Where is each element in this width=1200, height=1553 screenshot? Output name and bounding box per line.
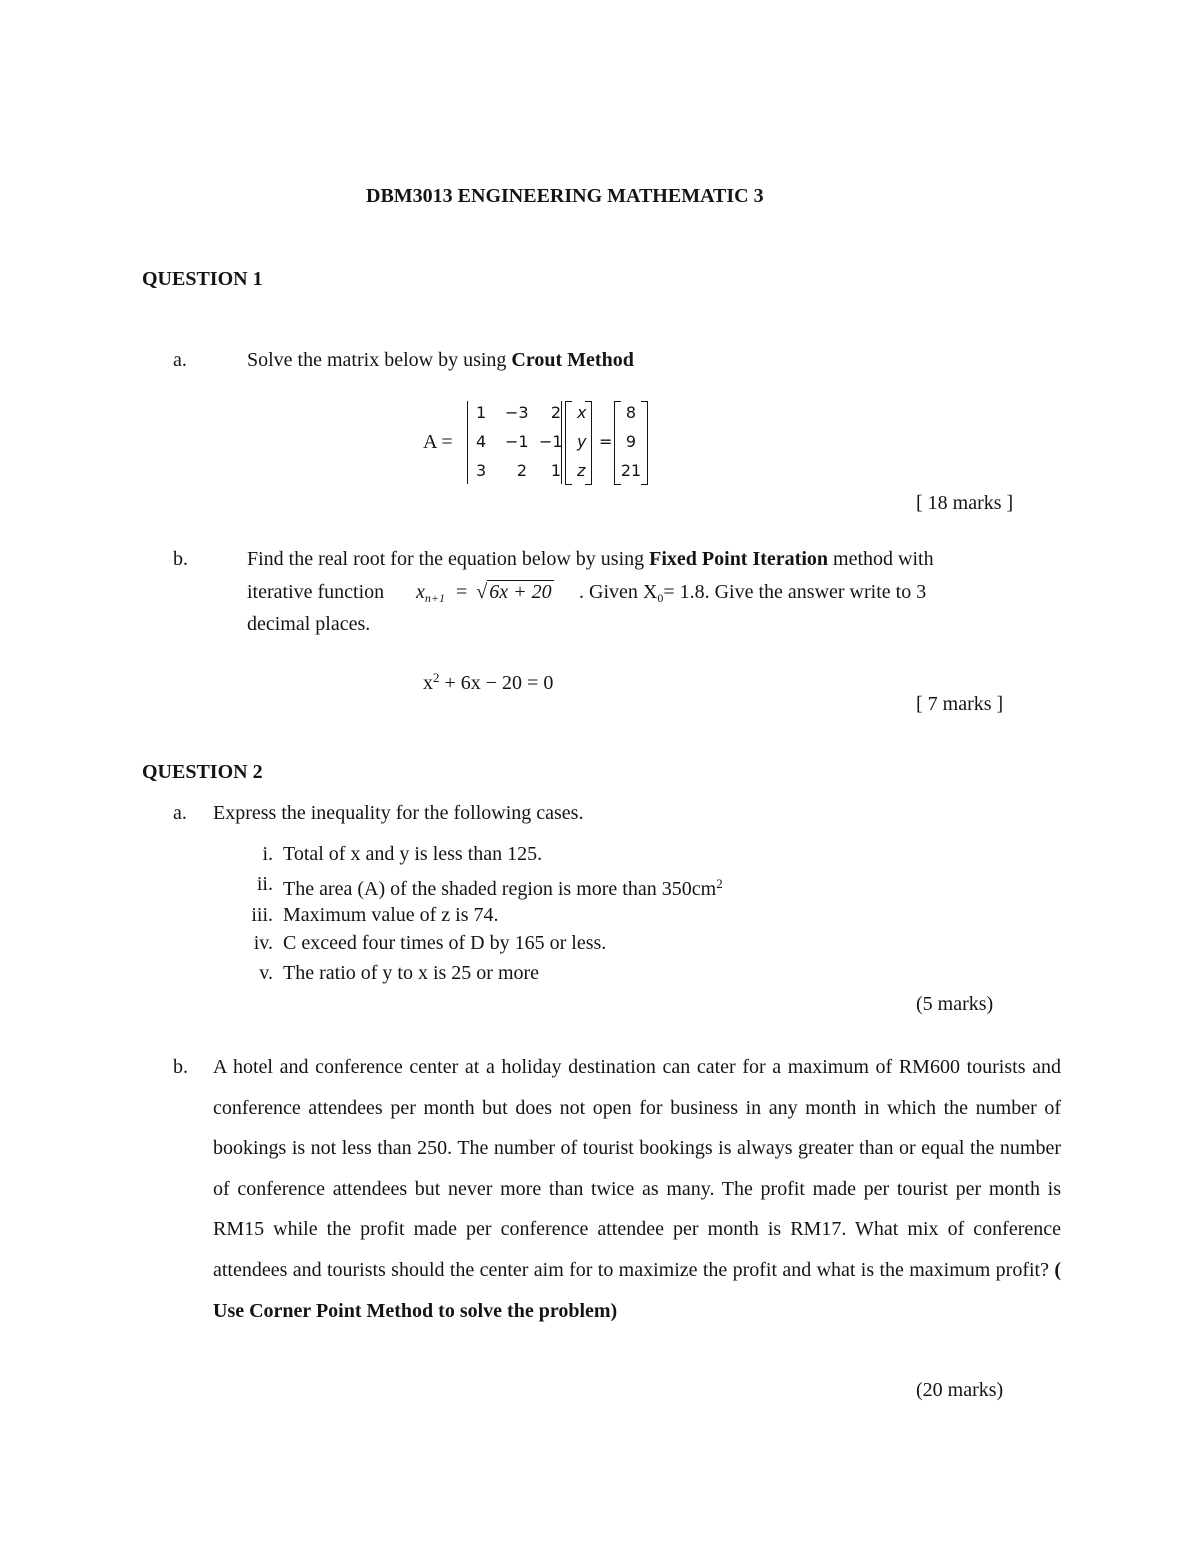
matrix-cell: 1 — [476, 403, 487, 422]
matrix-cell: 2 — [516, 461, 527, 480]
q2b-paragraph: A hotel and conference center at a holiday destination can cater for a maximum of RM600 tourists and conference attendees per month but does not open for business in any month in which the number of bookings is not less than 250. The number of tourist bookings is always greater than or equal the number of conference attendees but never more than twice as many. The profit made per tourist per month is RM15 while the profit made per conference attendee per month is RM17. What mix of conference attendees and tourists should the center aim for to maximize the profit and what is the maximum profit? ( Use Corner Point Method to solve the problem) — [213, 1056, 1061, 1322]
q2a-label: a. — [173, 802, 187, 824]
list-item-number: iv. — [253, 932, 273, 954]
question-2-heading: QUESTION 2 — [142, 761, 263, 783]
q1b-line-1: Find the real root for the equation below by using Fixed Point Iteration method with — [247, 548, 934, 570]
rhs-right-bracket — [641, 401, 648, 485]
matrix-cell: 3 — [476, 461, 487, 480]
list-item: The area (A) of the shaded region is more than $350cm^2$ — [283, 876, 723, 900]
question-1-heading: QUESTION 1 — [142, 268, 263, 290]
matrix-left-bar — [467, 401, 468, 484]
q1b-label: b. — [173, 548, 188, 570]
q1b-line-2-prefix: iterative function — [247, 581, 385, 603]
list-item-number: i. — [262, 843, 273, 865]
q1b-marks: [ 7 marks ] — [916, 693, 1004, 715]
var-y: y — [577, 432, 587, 451]
list-item: Maximum value of z is 74. — [283, 904, 499, 926]
matrix-cell: 2 — [550, 403, 561, 422]
rhs-value-2: 9 — [625, 432, 637, 451]
q1a-label: a. — [173, 349, 187, 371]
q1a-text: Solve the matrix below by using Crout Method — [247, 349, 634, 371]
q2a-text: Express the inequality for the following cases. — [213, 802, 584, 824]
list-item-number: iii. — [251, 904, 273, 926]
q2b-label: b. — [173, 1056, 188, 1078]
vars-left-bracket — [565, 401, 572, 485]
list-item-number: ii. — [256, 873, 273, 895]
list-item: Total of x and y is less than 125. — [283, 843, 543, 865]
matrix-cell: 4 — [476, 432, 487, 451]
q1a-marks: [ 18 marks ] — [916, 492, 1014, 514]
var-x: x — [577, 403, 587, 422]
q1b-line-3: decimal places. — [247, 613, 371, 635]
matrix-cell: −1 — [505, 432, 529, 451]
list-item-number: v. — [259, 962, 273, 984]
matrix-cell: −1 — [539, 432, 563, 451]
document-title: DBM3013 ENGINEERING MATHEMATIC 3 — [366, 185, 764, 207]
sqrt-symbol: √ — [476, 581, 488, 603]
rhs-value-3: 21 — [620, 461, 642, 480]
list-item: C exceed four times of D by 165 or less. — [283, 932, 607, 954]
iterative-function: $x_{n+1}$ = √ 6x + 20 — [416, 581, 552, 605]
q1b-given: . Given $X_0= 1.8$. Give the answer write to 3 — [579, 581, 927, 605]
matrix-equals: = — [599, 432, 613, 451]
matrix-label: A = — [423, 431, 453, 453]
rhs-value-1: 8 — [625, 403, 637, 422]
q2b-marks: (20 marks) — [916, 1379, 1004, 1401]
matrix-cell: −3 — [505, 403, 529, 422]
q2a-marks: (5 marks) — [916, 993, 994, 1015]
radicand: 6x + 20 — [489, 581, 552, 603]
list-item: The ratio of y to x is 25 or more — [283, 962, 540, 984]
matrix-cell: 1 — [550, 461, 561, 480]
q1b-equation: $x^2 + 6x - 20 = 0$ — [423, 670, 554, 694]
var-z: z — [577, 461, 586, 480]
